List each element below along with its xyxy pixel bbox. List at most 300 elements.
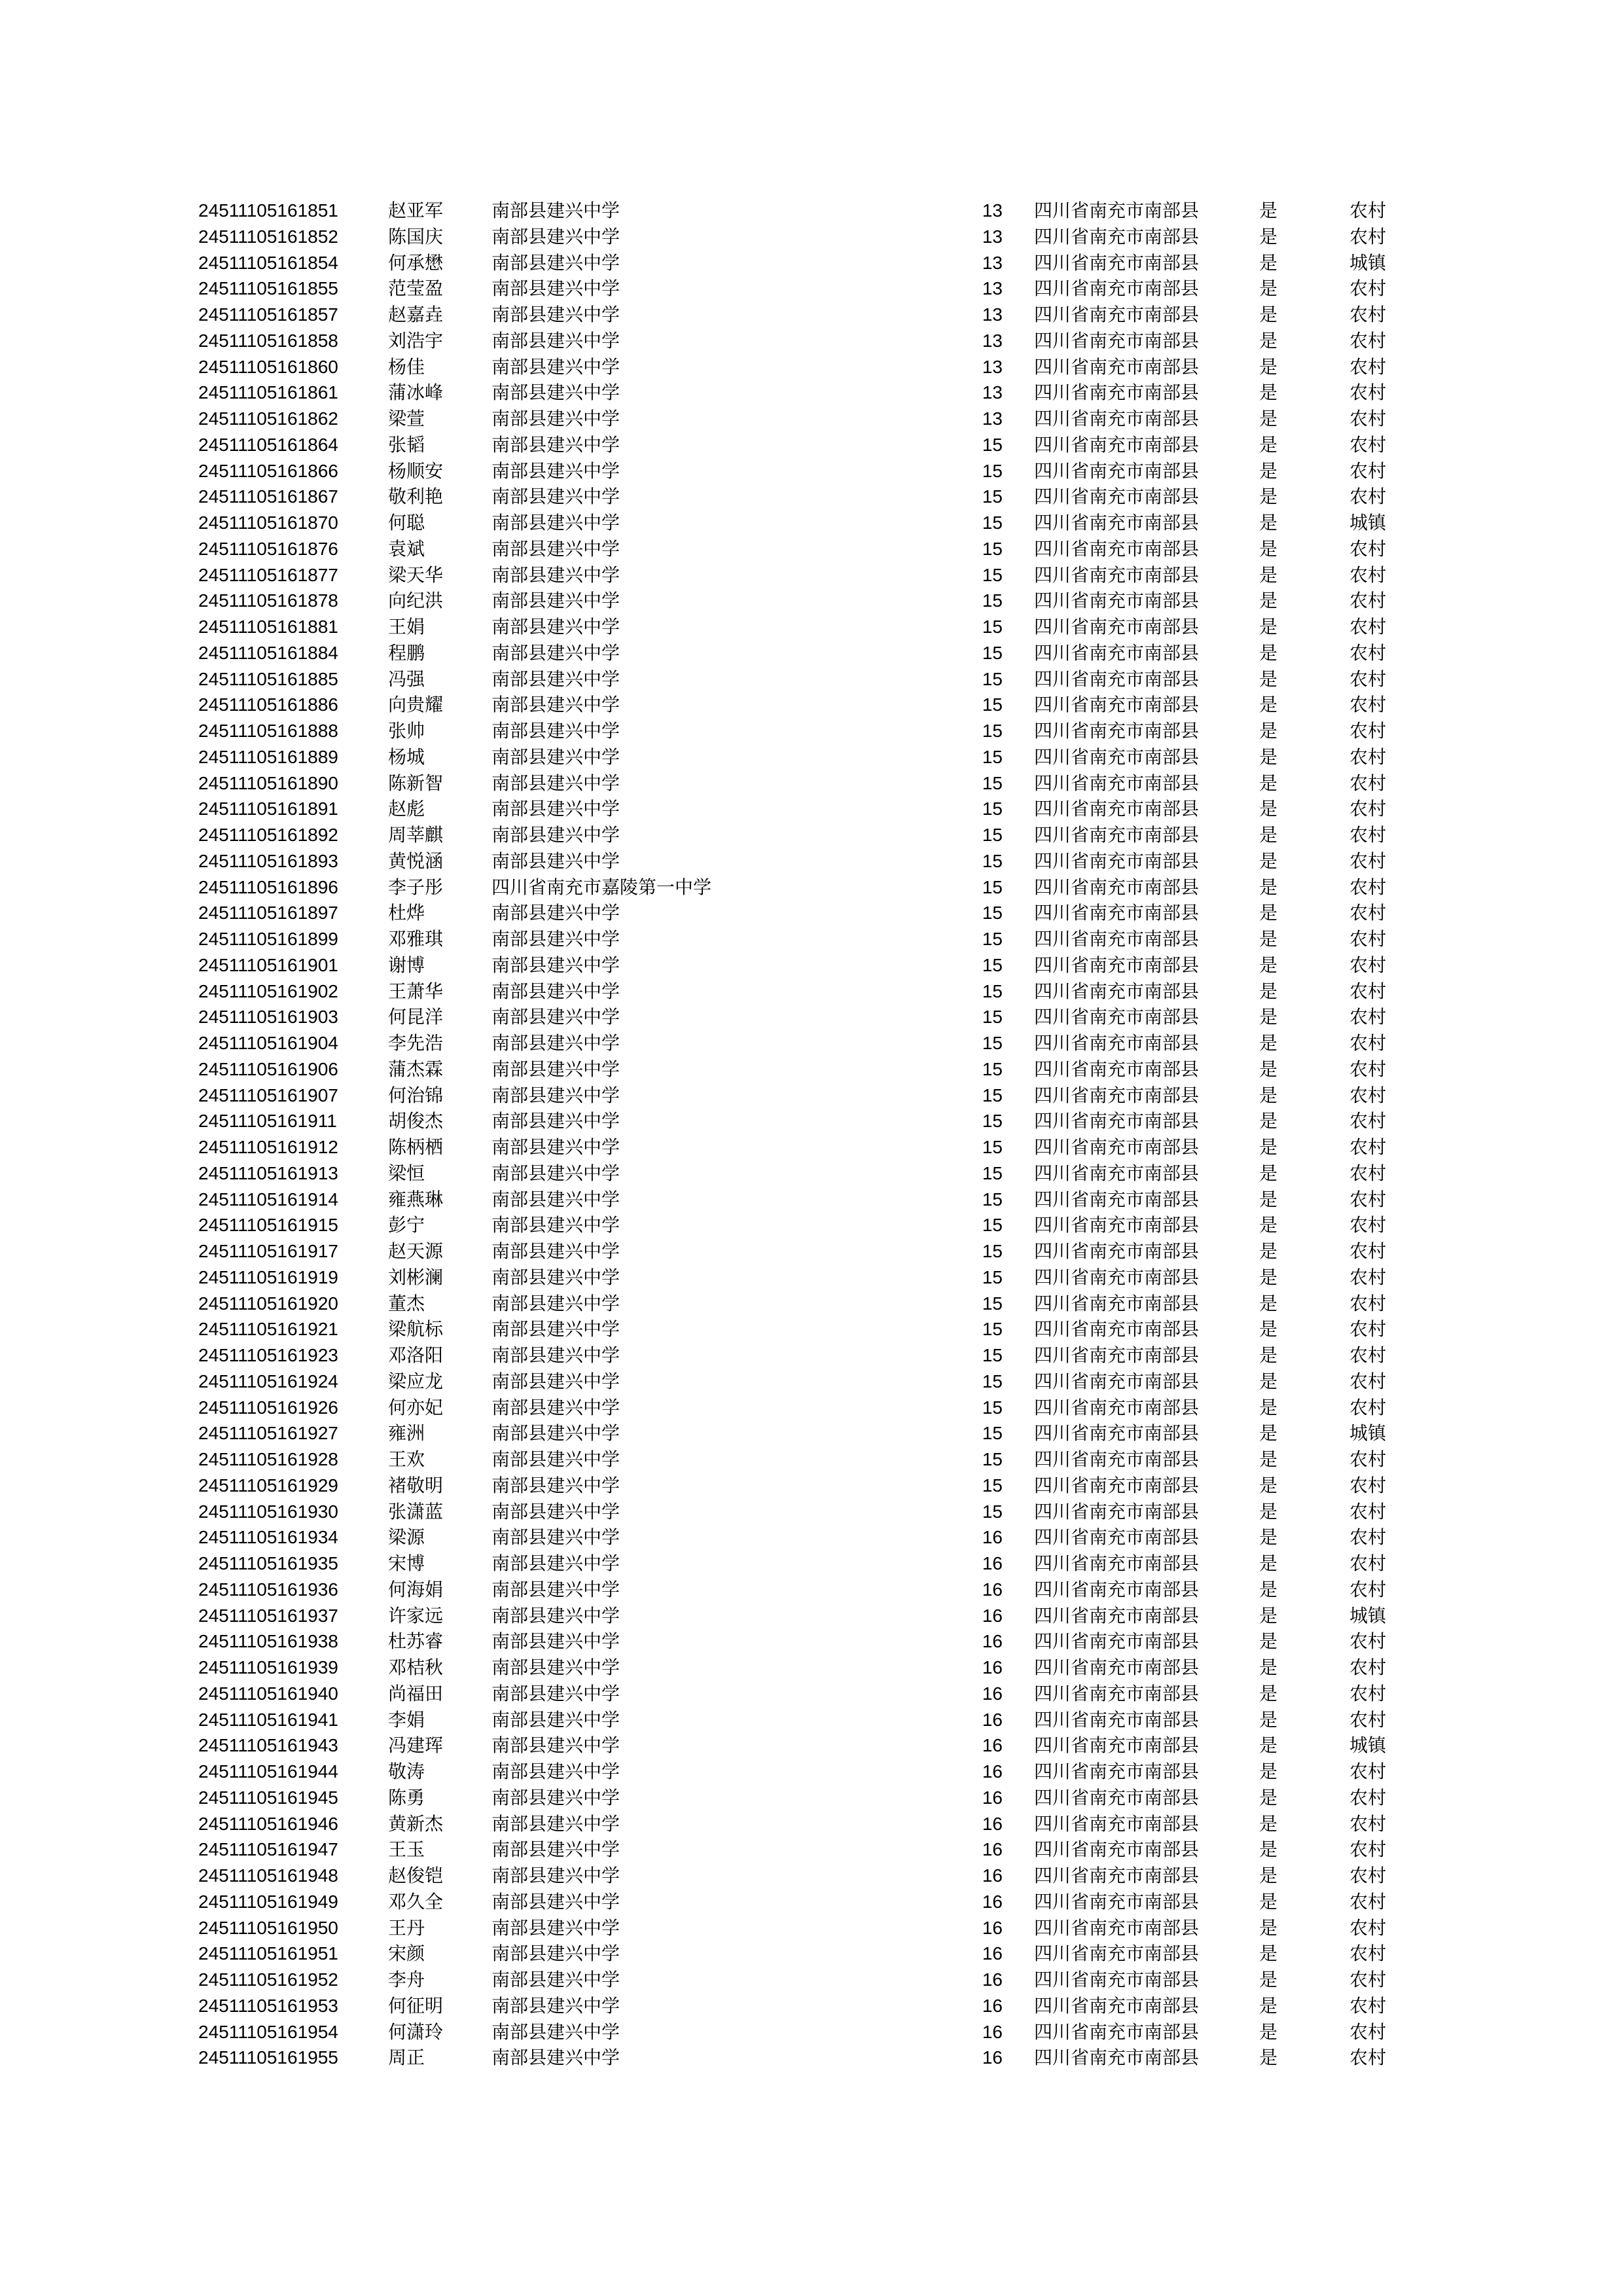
student-name-cell: 何征明 [388, 1995, 444, 2016]
student-id-cell: 24511105161954 [198, 2021, 338, 2042]
table-row [0, 874, 1623, 901]
address-cell: 四川省南充市南部县 [1034, 1085, 1200, 1105]
student-id-cell: 24511105161935 [198, 1553, 338, 1573]
address-cell: 四川省南充市南部县 [1034, 2047, 1200, 2068]
flag-cell: 是 [1259, 538, 1278, 559]
area-type-cell: 农村 [1349, 980, 1387, 1001]
table-row [0, 926, 1623, 952]
student-id-cell: 24511105161889 [198, 746, 338, 767]
student-id-cell: 24511105161914 [198, 1189, 338, 1210]
address-cell: 四川省南充市南部县 [1034, 538, 1200, 559]
school-cell: 南部县建兴中学 [491, 1683, 620, 1704]
table-row [0, 1759, 1623, 1785]
student-name-cell: 冯强 [388, 668, 425, 689]
flag-cell: 是 [1259, 1449, 1278, 1469]
table-row [0, 1655, 1623, 1681]
flag-cell: 是 [1259, 1241, 1278, 1261]
table-row [0, 614, 1623, 640]
grade-cell: 16 [982, 2047, 1003, 2068]
student-name-cell: 胡俊杰 [388, 1111, 444, 1132]
area-type-cell: 农村 [1349, 486, 1387, 507]
student-id-cell: 24511105161926 [198, 1397, 338, 1418]
school-cell: 南部县建兴中学 [491, 1137, 620, 1157]
table-row [0, 1837, 1623, 1863]
grade-cell: 15 [982, 929, 1003, 949]
area-type-cell: 农村 [1349, 1787, 1387, 1808]
student-name-cell: 陈新智 [388, 772, 444, 793]
school-cell: 南部县建兴中学 [491, 460, 620, 481]
table-row [0, 1811, 1623, 1837]
address-cell: 四川省南充市南部县 [1034, 1761, 1200, 1782]
area-type-cell: 城镇 [1349, 1735, 1387, 1756]
student-id-cell: 24511105161876 [198, 538, 338, 559]
flag-cell: 是 [1259, 980, 1278, 1001]
address-cell: 四川省南充市南部县 [1034, 1266, 1200, 1287]
area-type-cell: 农村 [1349, 304, 1387, 325]
grade-cell: 15 [982, 798, 1003, 819]
student-name-cell: 许家远 [388, 1605, 444, 1626]
student-name-cell: 梁天华 [388, 564, 444, 585]
grade-cell: 15 [982, 1189, 1003, 1210]
flag-cell: 是 [1259, 850, 1278, 871]
grade-cell: 16 [982, 1787, 1003, 1808]
address-cell: 四川省南充市南部县 [1034, 876, 1200, 897]
grade-cell: 15 [982, 1345, 1003, 1365]
school-cell: 南部县建兴中学 [491, 538, 620, 559]
address-cell: 四川省南充市南部县 [1034, 1839, 1200, 1860]
address-cell: 四川省南充市南部县 [1034, 1007, 1200, 1028]
grade-cell: 15 [982, 434, 1003, 455]
flag-cell: 是 [1259, 1761, 1278, 1782]
grade-cell: 16 [982, 1735, 1003, 1756]
table-row [0, 354, 1623, 380]
table-row [0, 1420, 1623, 1446]
grade-cell: 13 [982, 330, 1003, 351]
table-row [0, 744, 1623, 770]
grade-cell: 13 [982, 278, 1003, 299]
flag-cell: 是 [1259, 1423, 1278, 1444]
student-name-cell: 黄新杰 [388, 1813, 444, 1834]
area-type-cell: 农村 [1349, 876, 1387, 897]
student-id-cell: 24511105161854 [198, 252, 338, 273]
flag-cell: 是 [1259, 1865, 1278, 1886]
flag-cell: 是 [1259, 1189, 1278, 1210]
student-id-cell: 24511105161902 [198, 980, 338, 1001]
student-name-cell: 何亦妃 [388, 1397, 444, 1418]
flag-cell: 是 [1259, 954, 1278, 975]
student-name-cell: 邓洛阳 [388, 1345, 444, 1365]
address-cell: 四川省南充市南部县 [1034, 408, 1200, 429]
table-row [0, 250, 1623, 276]
table-row [0, 1187, 1623, 1213]
student-id-cell: 24511105161861 [198, 382, 338, 403]
grade-cell: 13 [982, 252, 1003, 273]
address-cell: 四川省南充市南部县 [1034, 1475, 1200, 1496]
area-type-cell: 农村 [1349, 200, 1387, 221]
grade-cell: 15 [982, 980, 1003, 1001]
grade-cell: 15 [982, 590, 1003, 611]
student-id-cell: 24511105161885 [198, 668, 338, 689]
flag-cell: 是 [1259, 1657, 1278, 1677]
student-id-cell: 24511105161864 [198, 434, 338, 455]
flag-cell: 是 [1259, 1162, 1278, 1183]
flag-cell: 是 [1259, 252, 1278, 273]
flag-cell: 是 [1259, 1137, 1278, 1157]
school-cell: 南部县建兴中学 [491, 382, 620, 403]
flag-cell: 是 [1259, 356, 1278, 377]
table-row [0, 1473, 1623, 1499]
grade-cell: 16 [982, 1761, 1003, 1782]
student-name-cell: 王萧华 [388, 980, 444, 1001]
address-cell: 四川省南充市南部县 [1034, 356, 1200, 377]
school-cell: 南部县建兴中学 [491, 825, 620, 845]
table-row [0, 770, 1623, 797]
school-cell: 南部县建兴中学 [491, 929, 620, 949]
address-cell: 四川省南充市南部县 [1034, 772, 1200, 793]
student-name-cell: 宋博 [388, 1553, 425, 1573]
address-cell: 四川省南充市南部县 [1034, 512, 1200, 533]
address-cell: 四川省南充市南部县 [1034, 486, 1200, 507]
student-id-cell: 24511105161855 [198, 278, 338, 299]
school-cell: 南部县建兴中学 [491, 1111, 620, 1132]
student-name-cell: 张帅 [388, 721, 425, 741]
flag-cell: 是 [1259, 1058, 1278, 1079]
table-row [0, 432, 1623, 458]
area-type-cell: 农村 [1349, 1839, 1387, 1860]
student-id-cell: 24511105161866 [198, 460, 338, 481]
school-cell: 南部县建兴中学 [491, 252, 620, 273]
student-name-cell: 邓雅琪 [388, 929, 444, 949]
address-cell: 四川省南充市南部县 [1034, 1709, 1200, 1730]
school-cell: 南部县建兴中学 [491, 1215, 620, 1236]
area-type-cell: 农村 [1349, 278, 1387, 299]
area-type-cell: 农村 [1349, 721, 1387, 741]
school-cell: 南部县建兴中学 [491, 1787, 620, 1808]
student-id-cell: 24511105161906 [198, 1058, 338, 1079]
area-type-cell: 农村 [1349, 1319, 1387, 1340]
area-type-cell: 农村 [1349, 564, 1387, 585]
flag-cell: 是 [1259, 642, 1278, 663]
table-row [0, 510, 1623, 536]
student-name-cell: 赵俊铠 [388, 1865, 444, 1886]
area-type-cell: 农村 [1349, 1943, 1387, 1964]
flag-cell: 是 [1259, 1891, 1278, 1912]
student-name-cell: 宋颜 [388, 1943, 425, 1964]
address-cell: 四川省南充市南部县 [1034, 1735, 1200, 1756]
area-type-cell: 农村 [1349, 1033, 1387, 1053]
flag-cell: 是 [1259, 1111, 1278, 1132]
area-type-cell: 农村 [1349, 2047, 1387, 2068]
table-row [0, 1707, 1623, 1733]
flag-cell: 是 [1259, 1475, 1278, 1496]
address-cell: 四川省南充市南部县 [1034, 1657, 1200, 1677]
grade-cell: 15 [982, 1241, 1003, 1261]
area-type-cell: 农村 [1349, 1813, 1387, 1834]
school-cell: 南部县建兴中学 [491, 1319, 620, 1340]
area-type-cell: 农村 [1349, 460, 1387, 481]
student-name-cell: 张韬 [388, 434, 425, 455]
grade-cell: 16 [982, 1605, 1003, 1626]
student-id-cell: 24511105161934 [198, 1527, 338, 1548]
flag-cell: 是 [1259, 512, 1278, 533]
address-cell: 四川省南充市南部县 [1034, 1162, 1200, 1183]
grade-cell: 13 [982, 304, 1003, 325]
flag-cell: 是 [1259, 486, 1278, 507]
school-cell: 南部县建兴中学 [491, 1813, 620, 1834]
student-name-cell: 向贵耀 [388, 694, 444, 715]
table-row [0, 796, 1623, 822]
student-id-cell: 24511105161917 [198, 1241, 338, 1261]
grade-cell: 15 [982, 721, 1003, 741]
area-type-cell: 农村 [1349, 590, 1387, 611]
area-type-cell: 城镇 [1349, 252, 1387, 273]
address-cell: 四川省南充市南部县 [1034, 382, 1200, 403]
table-row [0, 1577, 1623, 1603]
flag-cell: 是 [1259, 1007, 1278, 1028]
area-type-cell: 农村 [1349, 1137, 1387, 1157]
student-id-cell: 24511105161851 [198, 200, 338, 221]
address-cell: 四川省南充市南部县 [1034, 330, 1200, 351]
table-row [0, 2019, 1623, 2045]
student-id-cell: 24511105161911 [198, 1111, 337, 1132]
grade-cell: 13 [982, 226, 1003, 247]
flag-cell: 是 [1259, 408, 1278, 429]
school-cell: 南部县建兴中学 [491, 642, 620, 663]
address-cell: 四川省南充市南部县 [1034, 200, 1200, 221]
student-name-cell: 刘浩宇 [388, 330, 444, 351]
school-cell: 南部县建兴中学 [491, 1397, 620, 1418]
table-row [0, 2045, 1623, 2071]
student-id-cell: 24511105161915 [198, 1215, 338, 1236]
table-row [0, 1628, 1623, 1655]
student-id-cell: 24511105161951 [198, 1943, 338, 1964]
table-row [0, 1499, 1623, 1525]
flag-cell: 是 [1259, 1943, 1278, 1964]
area-type-cell: 农村 [1349, 1657, 1387, 1677]
student-name-cell: 范莹盈 [388, 278, 444, 299]
area-type-cell: 农村 [1349, 1475, 1387, 1496]
student-id-cell: 24511105161852 [198, 226, 338, 247]
student-name-cell: 梁恒 [388, 1162, 425, 1183]
table-row [0, 1212, 1623, 1238]
table-row [0, 1993, 1623, 2019]
school-cell: 南部县建兴中学 [491, 1162, 620, 1183]
address-cell: 四川省南充市南部县 [1034, 1501, 1200, 1522]
grade-cell: 15 [982, 1111, 1003, 1132]
school-cell: 南部县建兴中学 [491, 1058, 620, 1079]
area-type-cell: 农村 [1349, 668, 1387, 689]
school-cell: 南部县建兴中学 [491, 1007, 620, 1028]
table-row [0, 1265, 1623, 1291]
area-type-cell: 农村 [1349, 1215, 1387, 1236]
school-cell: 南部县建兴中学 [491, 1423, 620, 1444]
address-cell: 四川省南充市南部县 [1034, 1137, 1200, 1157]
student-name-cell: 邓桔秋 [388, 1657, 444, 1677]
area-type-cell: 农村 [1349, 825, 1387, 845]
address-cell: 四川省南充市南部县 [1034, 642, 1200, 663]
grade-cell: 16 [982, 1943, 1003, 1964]
student-name-cell: 何聪 [388, 512, 425, 533]
area-type-cell: 农村 [1349, 772, 1387, 793]
flag-cell: 是 [1259, 876, 1278, 897]
flag-cell: 是 [1259, 1266, 1278, 1287]
address-cell: 四川省南充市南部县 [1034, 460, 1200, 481]
area-type-cell: 农村 [1349, 226, 1387, 247]
student-name-cell: 杨佳 [388, 356, 425, 377]
flag-cell: 是 [1259, 694, 1278, 715]
address-cell: 四川省南充市南部县 [1034, 694, 1200, 715]
school-cell: 南部县建兴中学 [491, 590, 620, 611]
student-id-cell: 24511105161870 [198, 512, 338, 533]
school-cell: 南部县建兴中学 [491, 1709, 620, 1730]
address-cell: 四川省南充市南部县 [1034, 1293, 1200, 1314]
area-type-cell: 农村 [1349, 1162, 1387, 1183]
student-name-cell: 王娟 [388, 617, 425, 637]
student-name-cell: 邓久全 [388, 1891, 444, 1912]
student-id-cell: 24511105161907 [198, 1085, 338, 1105]
grade-cell: 15 [982, 512, 1003, 533]
grade-cell: 15 [982, 617, 1003, 637]
address-cell: 四川省南充市南部县 [1034, 1579, 1200, 1600]
school-cell: 南部县建兴中学 [491, 954, 620, 975]
address-cell: 四川省南充市南部县 [1034, 1917, 1200, 1938]
address-cell: 四川省南充市南部县 [1034, 617, 1200, 637]
address-cell: 四川省南充市南部县 [1034, 1449, 1200, 1469]
address-cell: 四川省南充市南部县 [1034, 1527, 1200, 1548]
student-name-cell: 赵嘉垚 [388, 304, 444, 325]
grade-cell: 15 [982, 1475, 1003, 1496]
student-name-cell: 向纪洪 [388, 590, 444, 611]
address-cell: 四川省南充市南部县 [1034, 1865, 1200, 1886]
school-cell: 南部县建兴中学 [491, 434, 620, 455]
table-row [0, 380, 1623, 406]
grade-cell: 15 [982, 564, 1003, 585]
school-cell: 南部县建兴中学 [491, 1579, 620, 1600]
student-id-cell: 24511105161877 [198, 564, 338, 585]
student-name-cell: 黄悦涵 [388, 850, 444, 871]
grade-cell: 15 [982, 486, 1003, 507]
flag-cell: 是 [1259, 1319, 1278, 1340]
address-cell: 四川省南充市南部县 [1034, 304, 1200, 325]
school-cell: 南部县建兴中学 [491, 408, 620, 429]
table-row [0, 1967, 1623, 1993]
grade-cell: 15 [982, 772, 1003, 793]
flag-cell: 是 [1259, 1033, 1278, 1053]
school-cell: 南部县建兴中学 [491, 1241, 620, 1261]
flag-cell: 是 [1259, 1605, 1278, 1626]
area-type-cell: 农村 [1349, 538, 1387, 559]
address-cell: 四川省南充市南部县 [1034, 1813, 1200, 1834]
school-cell: 南部县建兴中学 [491, 1995, 620, 2016]
student-id-cell: 24511105161948 [198, 1865, 338, 1886]
grade-cell: 15 [982, 1215, 1003, 1236]
grade-cell: 15 [982, 460, 1003, 481]
address-cell: 四川省南充市南部县 [1034, 1605, 1200, 1626]
area-type-cell: 农村 [1349, 1397, 1387, 1418]
student-id-cell: 24511105161896 [198, 876, 338, 897]
address-cell: 四川省南充市南部县 [1034, 226, 1200, 247]
grade-cell: 16 [982, 1917, 1003, 1938]
flag-cell: 是 [1259, 1709, 1278, 1730]
student-id-cell: 24511105161860 [198, 356, 338, 377]
flag-cell: 是 [1259, 590, 1278, 611]
table-row [0, 1056, 1623, 1083]
area-type-cell: 农村 [1349, 903, 1387, 924]
grade-cell: 15 [982, 746, 1003, 767]
table-row [0, 588, 1623, 614]
student-name-cell: 冯建珲 [388, 1735, 444, 1756]
flag-cell: 是 [1259, 825, 1278, 845]
table-row [0, 1941, 1623, 1967]
table-row [0, 1030, 1623, 1056]
address-cell: 四川省南充市南部县 [1034, 590, 1200, 611]
table-row [0, 1915, 1623, 1941]
grade-cell: 16 [982, 1839, 1003, 1860]
student-id-cell: 24511105161929 [198, 1475, 338, 1496]
student-name-cell: 蒲冰峰 [388, 382, 444, 403]
area-type-cell: 农村 [1349, 1891, 1387, 1912]
student-name-cell: 赵彪 [388, 798, 425, 819]
grade-cell: 13 [982, 382, 1003, 403]
student-name-cell: 董杰 [388, 1293, 425, 1314]
address-cell: 四川省南充市南部县 [1034, 929, 1200, 949]
school-cell: 南部县建兴中学 [491, 1501, 620, 1522]
student-name-cell: 李娟 [388, 1709, 425, 1730]
grade-cell: 15 [982, 694, 1003, 715]
student-name-cell: 李舟 [388, 1969, 425, 1990]
student-name-cell: 周正 [388, 2047, 425, 2068]
student-name-cell: 蒲杰霖 [388, 1058, 444, 1079]
school-cell: 南部县建兴中学 [491, 1631, 620, 1652]
flag-cell: 是 [1259, 1631, 1278, 1652]
school-cell: 南部县建兴中学 [491, 1293, 620, 1314]
table-row [0, 1681, 1623, 1707]
address-cell: 四川省南充市南部县 [1034, 1033, 1200, 1053]
student-name-cell: 尚福田 [388, 1683, 444, 1704]
grade-cell: 15 [982, 1501, 1003, 1522]
student-id-cell: 24511105161903 [198, 1007, 338, 1028]
address-cell: 四川省南充市南部县 [1034, 1058, 1200, 1079]
address-cell: 四川省南充市南部县 [1034, 1189, 1200, 1210]
flag-cell: 是 [1259, 2021, 1278, 2042]
area-type-cell: 农村 [1349, 1761, 1387, 1782]
table-row [0, 1524, 1623, 1551]
student-name-cell: 褚敬明 [388, 1475, 444, 1496]
area-type-cell: 城镇 [1349, 1605, 1387, 1626]
address-cell: 四川省南充市南部县 [1034, 1319, 1200, 1340]
area-type-cell: 农村 [1349, 382, 1387, 403]
address-cell: 四川省南充市南部县 [1034, 278, 1200, 299]
student-id-cell: 24511105161893 [198, 850, 338, 871]
grade-cell: 16 [982, 1969, 1003, 1990]
grade-cell: 15 [982, 1319, 1003, 1340]
student-id-cell: 24511105161928 [198, 1449, 338, 1469]
flag-cell: 是 [1259, 1215, 1278, 1236]
student-id-cell: 24511105161946 [198, 1813, 338, 1834]
school-cell: 南部县建兴中学 [491, 2047, 620, 2068]
student-id-cell: 24511105161940 [198, 1683, 338, 1704]
grade-cell: 15 [982, 1058, 1003, 1079]
flag-cell: 是 [1259, 1579, 1278, 1600]
address-cell: 四川省南充市南部县 [1034, 1995, 1200, 2016]
address-cell: 四川省南充市南部县 [1034, 1423, 1200, 1444]
student-id-cell: 24511105161920 [198, 1293, 338, 1314]
address-cell: 四川省南充市南部县 [1034, 721, 1200, 741]
flag-cell: 是 [1259, 1813, 1278, 1834]
address-cell: 四川省南充市南部县 [1034, 825, 1200, 845]
school-cell: 南部县建兴中学 [491, 1917, 620, 1938]
school-cell: 南部县建兴中学 [491, 1969, 620, 1990]
